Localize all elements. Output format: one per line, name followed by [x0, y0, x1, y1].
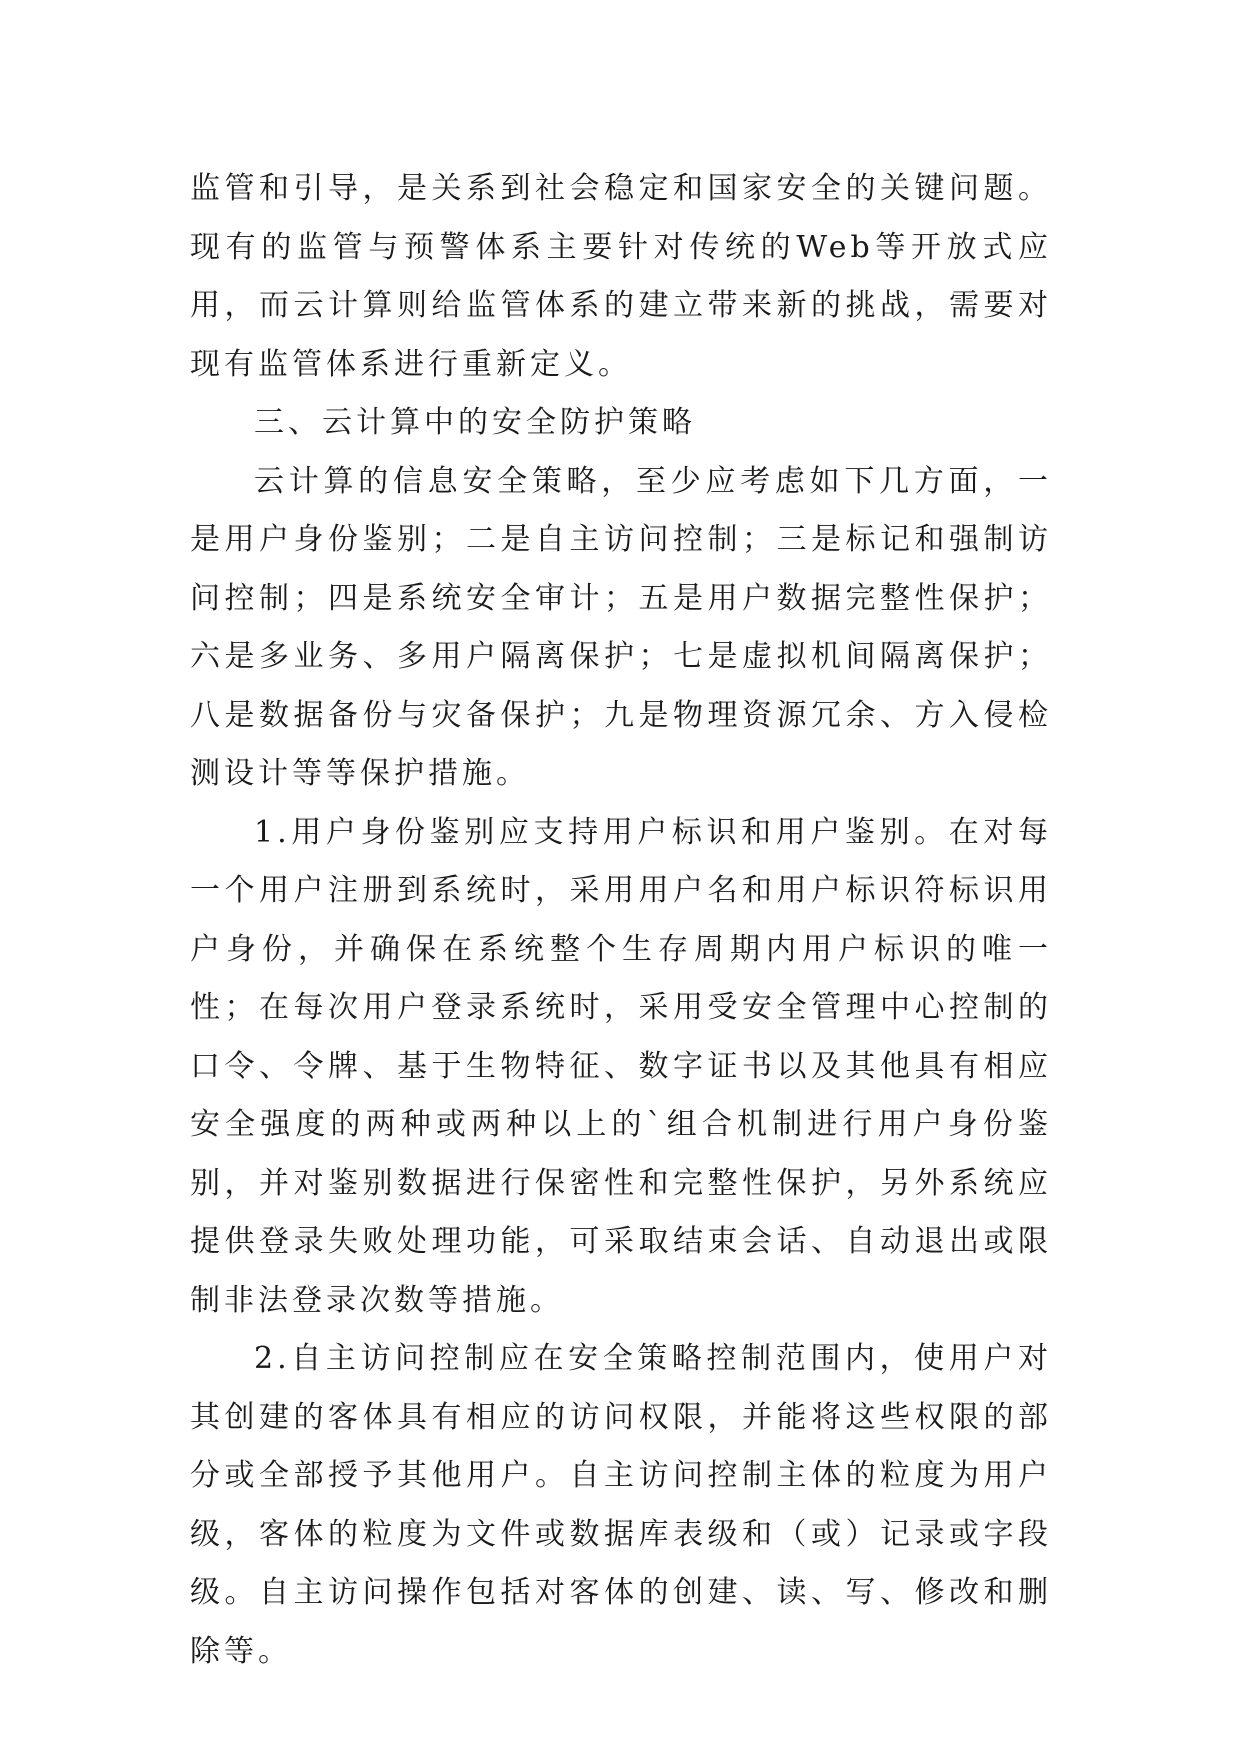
document-body: [190, 160, 1052, 1681]
paragraph-strategy-overview: 云计算的信息安全策略，至少应考虑如下几方面，一是用户身份鉴别；二是自主访问控制；三是标记和强制访问控制；四是系统安全审计；五是用户数据完整性保护；六是多业务、多用户隔离保护；七是虚拟机间隔离保护；八是数据备份与灾备保护；九是物理资源冗余、方入侵检测设计等等保护措施。: [190, 463, 1052, 791]
paragraph-access-control: 2.自主访问控制应在安全策略控制范围内，使用户对其创建的客体具有相应的访问权限，并能将这些权限的部分或全部授予其他用户。自主访问控制主体的粒度为用户级，客体的粒度为文件或数据库表级和（或）记录或字段级。自主访问操作包括对客体的创建、读、写、修改和删除等。: [190, 1341, 1052, 1669]
paragraph-identity-authentication: 1.用户身份鉴别应支持用户标识和用户鉴别。在对每一个用户注册到系统时，采用用户名和用户标识符标识用户身份，并确保在系统整个生存周期内用户标识的唯一性；在每次用户登录系统时，采用受安全管理中心控制的口令、令牌、基于生物特征、数字证书以及其他具有相应安全强度的两种或两种以上的`组合机制进行用户身份鉴别，并对鉴别数据进行保密性和完整性保护，另外系统应提供登录失败处理功能，可采取结束会话、自动退出或限制非法登录次数等措施。: [190, 814, 1052, 1318]
paragraph-regulation-intro: 监管和引导，是关系到社会稳定和国家安全的关键问题。现有的监管与预警体系主要针对传统的Web等开放式应用，而云计算则给监管体系的建立带来新的挑战，需要对现有监管体系进行重新定义。: [190, 171, 1052, 382]
section-heading-security-strategy: 三、云计算中的安全防护策略: [254, 405, 696, 440]
